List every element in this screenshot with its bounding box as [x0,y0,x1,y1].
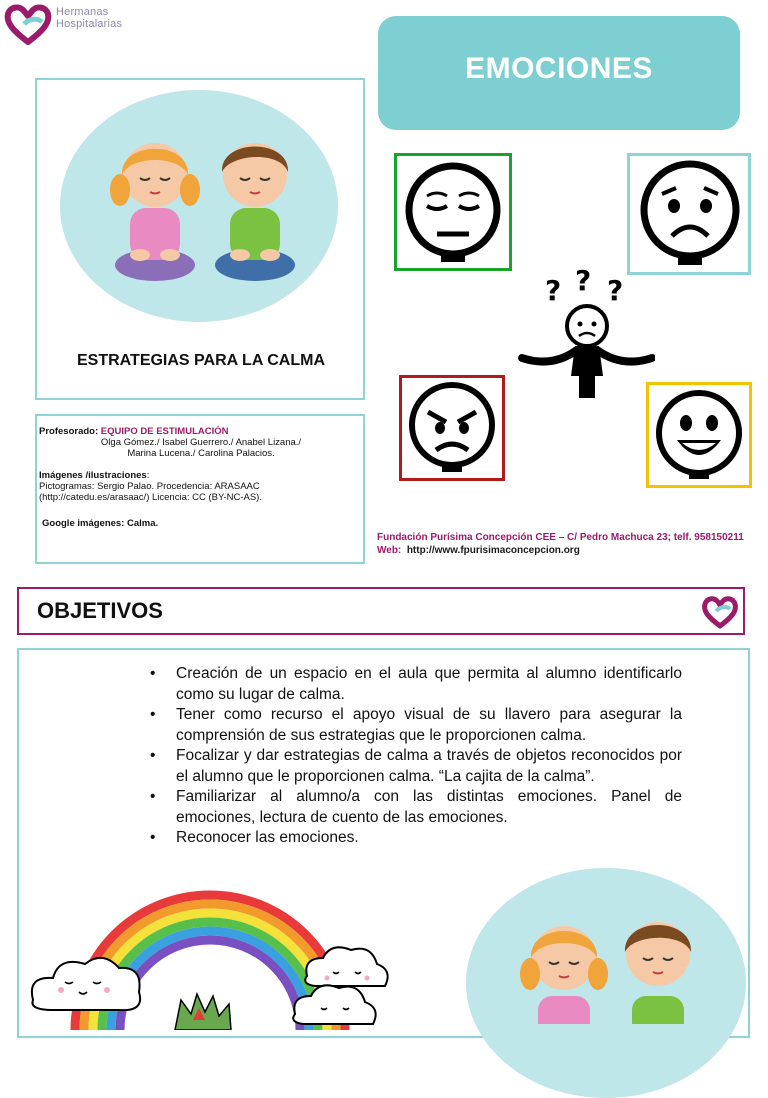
logo-line-2: Hospitalarias [56,18,123,30]
heart-icon [700,595,740,629]
teacher-names-2: Marina Lucena./ Carolina Palacios. [127,448,275,459]
list-item: • Tener como recurso el apoyo visual de su llavero para asegurar la comprensión de sus estrategias que le proporcionen calma. [150,705,682,746]
foundation-address [377,531,744,557]
google-images-credit: Google imágenes: Calma. [42,518,159,529]
happy-face-icon [649,385,749,485]
tired-face-card [394,153,512,271]
list-item: • Creación de un espacio en el aula que permita al alumno identificarlo como su lugar de calma. [150,664,682,705]
logo-text [56,6,122,30]
girl-figure [520,926,608,1024]
images-line [39,470,363,481]
images-colon: : [146,470,150,481]
heart-logo-icon [2,2,54,48]
boy-figure [215,143,295,281]
angry-face-icon [402,378,502,478]
monster-figure [175,994,231,1030]
credits-panel [35,414,365,564]
web-label: Web: [377,545,402,556]
address-line: Fundación Purísima Concepción CEE – C/ Pedro Machuca 23; telf. 958150211 [377,532,744,543]
sad-face-card [627,153,751,275]
images-label: Imágenes /ilustraciones [39,470,147,481]
boy-figure [625,922,691,1024]
teacher-names-1: Olga Gómez./ Isabel Guerrero./ Anabel Lizana./ [100,437,302,448]
pictos-line-1: Pictogramas: Sergio Palao. Procedencia: ARASAAC [39,481,260,492]
sad-face-icon [630,156,748,272]
page-title: EMOCIONES [465,52,653,85]
objetivos-heading: OBJETIVOS [37,598,163,623]
confused-person-icon [515,268,655,400]
pictos-line-2: (http://catedu.es/arasaac/) Licencia: CC (BY-NC-AS). [39,492,262,503]
tired-face-icon [397,156,509,268]
cover-title: ESTRATEGIAS PARA LA CALMA [77,352,325,369]
happy-face-card [646,382,752,488]
teachers-team: EQUIPO DE ESTIMULACIÓN [100,426,229,437]
svg-text:?: ? [575,268,592,297]
meditating-kids-illustration [100,120,310,290]
list-item: • Reconocer las emociones. [150,828,682,849]
girl-figure [110,143,200,281]
website-link[interactable]: http://www.fpurisimaconcepcion.org [406,545,580,556]
svg-text:?: ? [545,274,562,307]
logo-line-1: Hermanas [56,6,109,18]
teachers-label: Profesorado: [39,426,99,437]
teachers-line [39,426,363,437]
list-item: • Familiarizar al alumno/a con las distintas emociones. Panel de emociones, lectura de cuento de las emociones. [150,787,682,828]
list-item: • Focalizar y dar estrategias de calma a través de objetos reconocidos por el alumno que le proporcionen calma. “La cajita de la calma”. [150,746,682,787]
meditating-kids-illustration-bottom [520,910,710,1024]
angry-face-card [399,375,505,481]
svg-text:?: ? [607,274,624,307]
title-banner [378,16,740,130]
objetivos-list [150,664,682,849]
rainbow-icon [25,880,395,1030]
